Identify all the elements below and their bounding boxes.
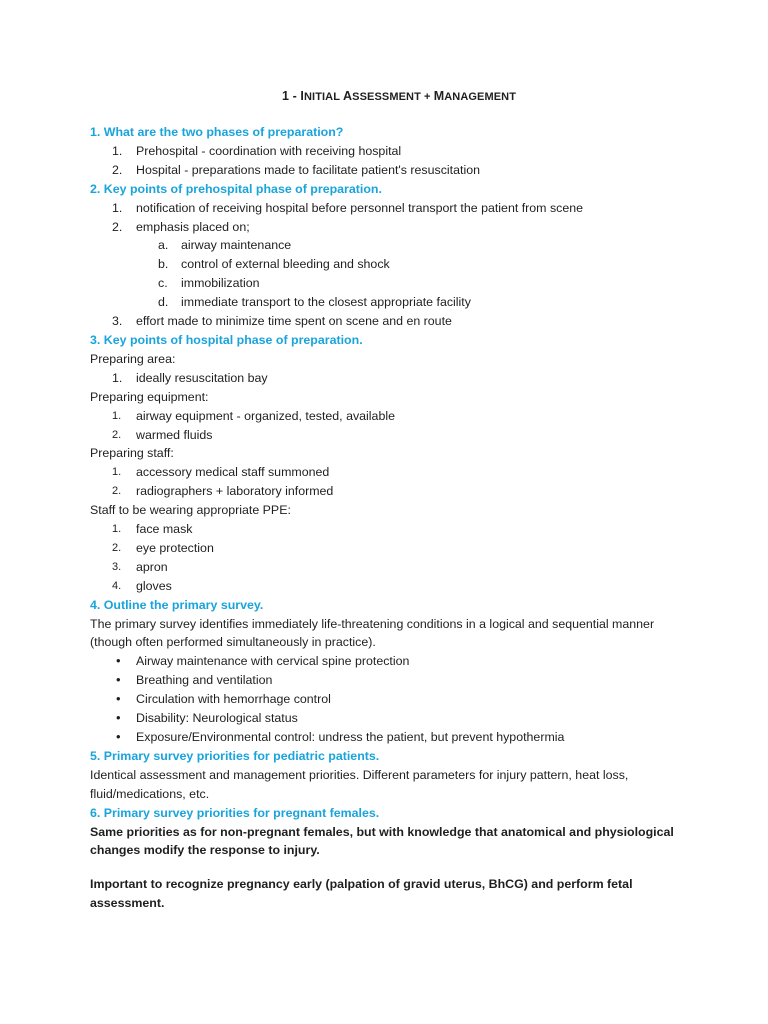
primary-survey-intro-line-2: (though often performed simultaneously in practice). bbox=[90, 635, 376, 650]
list-item-text: warmed fluids bbox=[136, 427, 213, 442]
sub-list-item bbox=[90, 255, 708, 274]
sub-list-item bbox=[90, 293, 708, 312]
title-rest-3: ANAGEMENT bbox=[444, 91, 517, 103]
list-marker: 1. bbox=[112, 200, 123, 215]
question-6-heading: 6. Primary survey priorities for pregnant females. bbox=[90, 805, 380, 820]
list-item bbox=[90, 520, 708, 539]
list-item-text: accessory medical staff summoned bbox=[136, 465, 330, 480]
question-2-heading: 2. Key points of prehospital phase of preparation. bbox=[90, 181, 382, 196]
list-marker: 2. bbox=[112, 162, 123, 177]
pregnant-paragraph-1-line-2: changes modify the response to injury. bbox=[90, 843, 320, 858]
list-marker: 1. bbox=[112, 143, 123, 158]
title-number: 1 - bbox=[281, 89, 301, 103]
list-item bbox=[90, 463, 708, 482]
pediatric-text-line-2: fluid/medications, etc. bbox=[90, 786, 210, 801]
sub-list-item-text: immediate transport to the closest appropriate facility bbox=[181, 295, 471, 310]
question-5-heading: 5. Primary survey priorities for pediatric patients. bbox=[90, 748, 380, 763]
bullet-item-text: Circulation with hemorrhage control bbox=[136, 692, 331, 707]
title-initial-3: M bbox=[433, 89, 445, 103]
list-item-text: Prehospital - coordination with receiving hospital bbox=[136, 143, 402, 158]
list-marker: 4. bbox=[112, 579, 122, 592]
list-marker: 2. bbox=[112, 219, 123, 234]
list-item-text: airway equipment - organized, tested, available bbox=[136, 408, 395, 423]
title-initial-1: I bbox=[300, 89, 304, 103]
list-marker: 3. bbox=[112, 560, 122, 573]
list-marker: 2. bbox=[112, 541, 122, 554]
bullet-item bbox=[90, 690, 708, 709]
sub-list-marker: c. bbox=[158, 276, 168, 291]
ppe-label: Staff to be wearing appropriate PPE: bbox=[90, 503, 291, 518]
paragraph-spacer bbox=[90, 860, 708, 875]
equipment-label: Preparing equipment: bbox=[90, 389, 209, 404]
list-item bbox=[90, 426, 708, 445]
list-item bbox=[90, 577, 708, 596]
title-rest-2: SSESSMENT + bbox=[352, 91, 434, 103]
bullet-item bbox=[90, 652, 708, 671]
list-item-text: apron bbox=[136, 559, 168, 574]
list-item bbox=[90, 539, 708, 558]
list-item-text: emphasis placed on; bbox=[136, 219, 250, 234]
sub-list-marker: b. bbox=[158, 257, 169, 272]
list-item bbox=[90, 369, 708, 388]
pregnant-paragraph-2-line-2: assessment. bbox=[90, 896, 165, 911]
list-item bbox=[90, 142, 708, 161]
list-marker: 1. bbox=[112, 466, 122, 479]
list-item-text: radiographers + laboratory informed bbox=[136, 484, 334, 499]
list-item bbox=[90, 558, 708, 577]
sub-list-marker: a. bbox=[158, 238, 169, 253]
list-item bbox=[90, 161, 708, 180]
bullet-item-text: Airway maintenance with cervical spine protection bbox=[136, 654, 410, 669]
pregnant-paragraph-2-line-1: Important to recognize pregnancy early (palpation of gravid uterus, BhCG) and perform fetal bbox=[90, 877, 633, 892]
list-item-text: notification of receiving hospital before personnel transport the patient from scene bbox=[136, 200, 584, 215]
area-label: Preparing area: bbox=[90, 351, 176, 366]
list-item-text: ideally resuscitation bay bbox=[136, 370, 268, 385]
title-initial-2: A bbox=[343, 89, 353, 103]
pregnant-paragraph-1-line-1: Same priorities as for non-pregnant females, but with knowledge that anatomical and physiological bbox=[90, 824, 674, 839]
list-item bbox=[90, 199, 708, 218]
list-marker: 3. bbox=[112, 314, 123, 329]
list-marker: 2. bbox=[112, 485, 122, 498]
list-marker: 1. bbox=[112, 409, 122, 422]
list-marker: 1. bbox=[112, 370, 123, 385]
bullet-item-text: Breathing and ventilation bbox=[136, 673, 273, 688]
list-item bbox=[90, 312, 708, 331]
sub-list-item bbox=[90, 274, 708, 293]
list-item-text: face mask bbox=[136, 522, 193, 537]
list-item-text: gloves bbox=[136, 578, 172, 593]
sub-list-item-text: immobilization bbox=[181, 276, 260, 291]
list-item bbox=[90, 482, 708, 501]
list-item-text: Hospital - preparations made to facilitate patient's resuscitation bbox=[136, 162, 480, 177]
question-4-heading: 4. Outline the primary survey. bbox=[90, 597, 264, 612]
list-item bbox=[90, 218, 708, 237]
list-item bbox=[90, 407, 708, 426]
list-item-text: effort made to minimize time spent on scene and en route bbox=[136, 314, 452, 329]
pediatric-text-line-1: Identical assessment and management priorities. Different parameters for injury pattern, heat loss, bbox=[90, 767, 629, 782]
bullet-item-text: Exposure/Environmental control: undress the patient, but prevent hypothermia bbox=[136, 730, 565, 744]
list-marker: 2. bbox=[112, 428, 122, 441]
bullet-icon: • bbox=[116, 653, 121, 669]
list-marker: 1. bbox=[112, 523, 122, 536]
title-rest-1: NITIAL bbox=[304, 91, 343, 103]
primary-survey-intro-line-1: The primary survey identifies immediately life-threatening conditions in a logical and sequential manner bbox=[90, 616, 655, 631]
bullet-item bbox=[90, 671, 708, 690]
document-title bbox=[90, 88, 708, 105]
list-item-text: eye protection bbox=[136, 540, 214, 555]
bullet-item bbox=[90, 709, 708, 728]
bullet-item-text: Disability: Neurological status bbox=[136, 711, 298, 726]
staff-label: Preparing staff: bbox=[90, 446, 174, 461]
question-1-heading: 1. What are the two phases of preparation? bbox=[90, 125, 344, 139]
bullet-item bbox=[90, 728, 708, 747]
bullet-icon: • bbox=[116, 691, 121, 707]
bullet-icon: • bbox=[116, 672, 121, 688]
sub-list-item bbox=[90, 236, 708, 255]
sub-list-marker: d. bbox=[158, 295, 169, 310]
bullet-icon: • bbox=[116, 710, 121, 726]
bullet-icon: • bbox=[116, 729, 121, 744]
sub-list-item-text: control of external bleeding and shock bbox=[181, 257, 390, 272]
sub-list-item-text: airway maintenance bbox=[181, 238, 292, 253]
question-3-heading: 3. Key points of hospital phase of preparation. bbox=[90, 332, 363, 347]
